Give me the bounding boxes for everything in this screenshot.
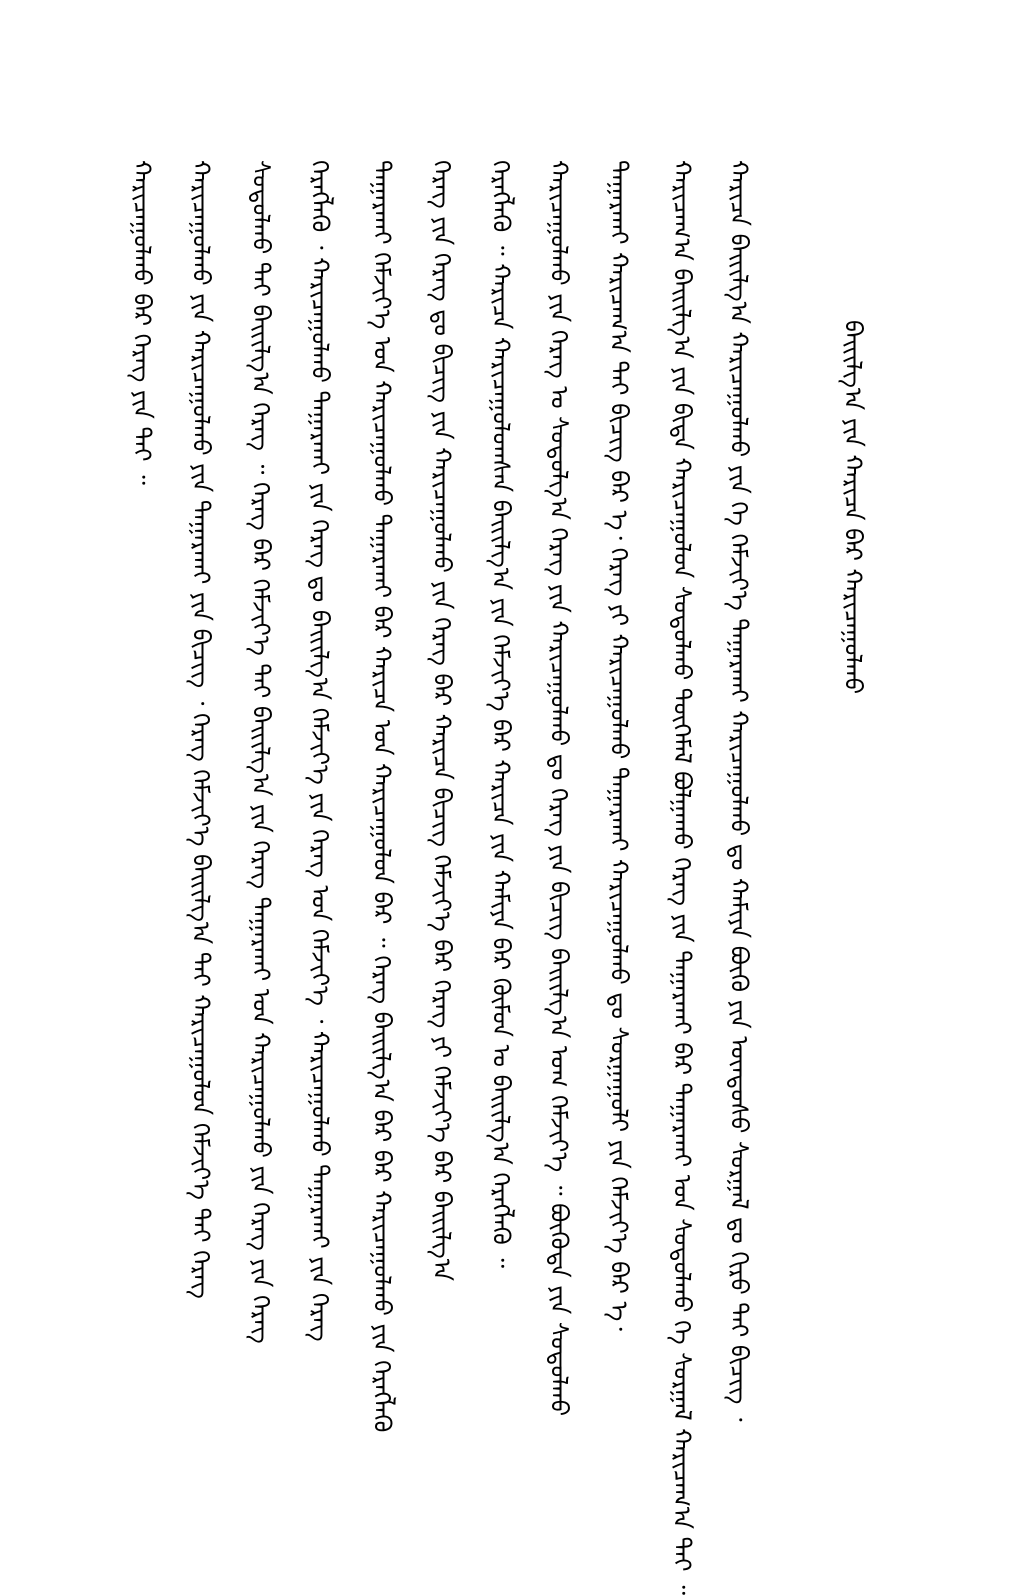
text-column-1: ᠬᠠᠷᠢᠴᠠ ᠪᠠᠢᠢᠯᠭ᠎ᠠ ᠬᠠᠷᠢᠴᠠᠭᠤᠯᠬᠤ ᠶᠢᠨ ᠬᠡ ᠬᠡᠮᠵᠢᠶ᠎ᠡ ᠳᠠᠭᠠᠷᠬᠠᠢ ᠬᠠᠷᠢᠴᠠᠭᠤᠯᠬᠤ ᠳᠤ ᠬᠠᠮᠢᠶᠠ ᠪᠦᠬᠦ ᠶᠢᠨ ᠦᠨᠳᠦᠰᠦ ᠰᠤᠷᠭᠠᠯ ᠳᠤ ᠬᠢᠷᠤ ᠲᠠᠢ ᠪᠢᠴᠢᠭ ᠂ bbox=[725, 160, 753, 1422]
text-column-8: ᠬᠡᠷᠡᠭᠯᠡᠬᠦ ᠂ ᠬᠠᠷᠢᠴᠠᠭᠤᠯᠬᠤ ᠳᠠᠭᠠᠷᠬᠠᠢ ᠶᠢᠨ ᠬᠡᠷᠡᠭ ᠳᠤ ᠪᠠᠢᠢᠯᠭ᠎ᠠ ᠬᠡᠮᠵᠢᠶ᠎ᠡ ᠶᠢᠨ ᠬᠡᠷᠡᠭ ᠤᠨ ᠬᠡᠮᠵᠢᠶ᠎ᠡ ᠂ ᠬᠠᠷᠢᠴᠠᠭᠤᠯᠬᠤ ᠳᠠᠭᠠᠷᠬᠠᠢ ᠶᠢᠨ ᠬᠡᠷᠡᠭ bbox=[306, 160, 334, 1342]
text-column-4: ᠬᠠᠷᠢᠴᠠᠭᠤᠯᠬᠤ ᠶᠢᠨ ᠬᠡᠷᠡᠭ ᠤ ᠰᠤᠳᠤᠯᠭ᠎ᠠ ᠬᠡᠷᠡᠭ ᠶᠢᠨ ᠬᠠᠷᠢᠴᠠᠭᠤᠯᠬᠤ ᠳᠤ ᠬᠡᠷᠡᠭ ᠶᠢᠨ ᠪᠢᠴᠢᠭ ᠪᠠᠢᠢᠯᠭ᠎ᠠ ᠤᠭ ᠬᠡᠮᠵᠢᠶ᠎ᠡ ᠃ ᠪᠦᠭᠦᠳᠡ ᠶᠢᠨ ᠰᠤᠳᠤᠯᠬᠤ bbox=[545, 160, 573, 1417]
text-column-6: ᠬᠡᠷᠡᠭ ᠶᠢᠨ ᠬᠡᠷᠡᠭ ᠳᠤ ᠪᠢᠴᠢᠭ ᠶᠢᠨ ᠬᠠᠷᠢᠴᠠᠭᠤᠯᠬᠤ ᠶᠢᠨ ᠬᠡᠷᠡᠭ ᠪᠠᠷ ᠬᠠᠷᠢᠴᠠ ᠪᠢᠴᠢᠭ ᠬᠡᠮᠵᠢᠶ᠎ᠡ ᠪᠠᠷ ᠬᠡᠷᠡᠭ ᠶᠢ ᠬᠡᠮᠵᠢᠶ᠎ᠡ ᠪᠡᠷ ᠪᠠᠢᠢᠯᠭ᠎ᠠ bbox=[428, 160, 456, 1282]
text-column-2: ᠬᠠᠷᠢᠴᠠᠭ᠎ᠠ ᠪᠠᠢᠢᠯᠭ᠎ᠠ ᠶᠢᠨ ᠪᠢᠳᠡ ᠬᠠᠷᠢᠴᠠᠭᠤᠯᠤᠨ ᠰᠤᠳᠤᠯᠬᠤ ᠲᠦᠭᠡᠮᠡᠯ ᠪᠤᠯᠭᠠᠬᠤ ᠬᠡᠷᠡᠭ ᠶᠢᠨ ᠳᠠᠭᠠᠷᠬᠠᠢ ᠪᠡᠷ ᠳᠠᠭᠠᠷᠬᠠᠢ ᠤᠨ ᠰᠤᠳᠤᠯᠬᠤ ᠬᠡ ᠰᠤᠷᠭᠠᠯ ᠬᠠᠷᠢᠴᠠᠭ᠎ᠠ ᠲᠠᠢ ᠃ bbox=[668, 160, 696, 1595]
text-column-9: ᠰᠤᠳᠤᠯᠬᠤ ᠲᠠᠢ ᠪᠠᠢᠢᠯᠭ᠎ᠠ ᠬᠡᠷᠡᠭ ᠃ ᠬᠡᠷᠡᠭ ᠪᠡᠷ ᠬᠡᠮᠵᠢᠶ᠎ᠡ ᠲᠠᠢ ᠪᠠᠢᠢᠯᠭ᠎ᠠ ᠶᠢᠨ ᠬᠡᠷᠡᠭ ᠳᠠᠭᠠᠷᠬᠠᠢ ᠤᠨ ᠬᠠᠷᠢᠴᠠᠭᠤᠯᠬᠤ ᠶᠢᠨ ᠬᠡᠷᠡᠭ ᠶᠢᠨ ᠬᠡᠷᠡᠭ bbox=[247, 160, 275, 1344]
text-column-11: ᠬᠠᠷᠢᠴᠠᠭᠤᠯᠬᠤ ᠪᠡᠷ ᠬᠡᠷᠡᠭ ᠶᠢᠨ ᠲᠠᠢ ᠃ bbox=[128, 160, 156, 485]
text-column-3: ᠳᠠᠭᠠᠷᠬᠠᠢ ᠬᠠᠷᠢᠴᠠᠭ᠎ᠠ ᠲᠠᠢ ᠪᠢᠴᠢᠭ ᠪᠡᠷ ᠡ᠂ ᠬᠡᠷᠡᠭ ᠶᠢ ᠬᠠᠷᠢᠴᠠᠭᠤᠯᠬᠤ ᠳᠠᠭᠠᠷᠬᠠᠢ ᠬᠠᠷᠢᠴᠠᠭᠤᠯᠬᠤ ᠳᠤ ᠰᠤᠷᠭᠠᠭᠤᠯᠢ ᠶᠢᠨ ᠬᠡᠮᠵᠢᠶ᠎ᠡ ᠪᠡᠷ ᠡ᠂ bbox=[605, 160, 633, 1331]
text-column-5: ᠬᠡᠷᠡᠭᠯᠡᠬᠦ ᠃ ᠬᠠᠷᠢᠴᠠ ᠬᠠᠷᠢᠴᠠᠭᠤᠯᠤᠭᠰᠠᠨ ᠪᠠᠢᠢᠯᠭ᠎ᠠ ᠶᠢᠨ ᠬᠡᠮᠵᠢᠶ᠎ᠡ ᠪᠠᠷ ᠬᠠᠷᠢᠴᠠ ᠶᠢᠨ ᠬᠠᠮᠢᠶᠠ ᠪᠠᠷ ᠬᠦᠮᠦᠨ ᠤ ᠪᠠᠢᠢᠯᠭ᠎ᠠ ᠬᠡᠷᠡᠭᠯᠡᠬᠦ ᠃ bbox=[487, 160, 515, 1269]
text-column-10: ᠬᠠᠷᠢᠴᠠᠭᠤᠯᠬᠤ ᠶᠢᠨ ᠬᠠᠷᠢᠴᠠᠭᠤᠯᠬᠤ ᠶᠢᠨ ᠳᠠᠭᠠᠷᠬᠠᠢ ᠶᠢᠨ ᠪᠢᠴᠢᠭ ᠂ ᠬᠡᠷᠡᠭ ᠬᠡᠮᠵᠢᠶ᠎ᠡ ᠪᠠᠢᠢᠯᠭ᠎ᠠ ᠲᠠᠢ ᠬᠠᠷᠢᠴᠠᠭᠤᠯᠤᠨ ᠬᠡᠮᠵᠢᠶ᠎ᠡ ᠲᠠᠢ ᠬᠡᠷᠡᠭ bbox=[187, 160, 215, 1299]
text-column-7: ᠳᠠᠭᠠᠷᠬᠠᠢ ᠬᠡᠮᠵᠢᠶ᠎ᠡ ᠤᠨ ᠬᠠᠷᠢᠴᠠᠭᠤᠯᠬᠤ ᠳᠠᠭᠠᠷᠬᠠᠢ ᠪᠡᠷ ᠬᠠᠷᠢᠴᠠ ᠤᠨ ᠬᠠᠷᠢᠴᠠᠭᠤᠯᠤᠨ ᠪᠡᠷ ᠃ ᠬᠡᠷᠡᠭ ᠪᠠᠢᠢᠯᠭ᠎ᠠ ᠪᠠᠷ ᠪᠡᠷ ᠬᠠᠷᠢᠴᠠᠭᠤᠯᠬᠤ ᠶᠢᠨ ᠬᠡᠷᠡᠭᠯᠡᠬᠦ bbox=[368, 160, 396, 1433]
page-title: ᠪᠠᠢᠢᠯᠭ᠎ᠠ ᠶᠢᠨ ᠬᠠᠷᠢᠴᠠ ᠪᠠᠷ ᠬᠠᠷᠢᠴᠠᠭᠤᠯᠬᠤ bbox=[839, 320, 867, 695]
